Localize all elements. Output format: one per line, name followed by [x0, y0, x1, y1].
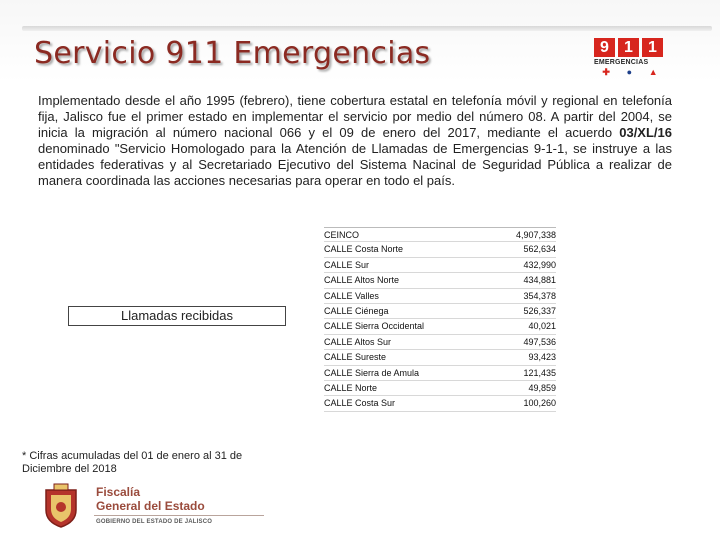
- row-value: 562,634: [523, 244, 556, 255]
- intro-text-1: Implementado desde el año 1995 (febrero), tiene cobertura estatal en telefonía móvil y regional en telefonía fija, Jalisco fue el primer estado en implementar el servicio por medio del número 08. A partir del 2004, se inicia la migración al número nacional 066 y el 09 de enero del 2017, mediante el acuerdo: [38, 93, 672, 140]
- page-title: Servicio 911 Emergencias: [34, 36, 431, 71]
- row-name: CALLE Sierra de Amula: [324, 367, 420, 378]
- row-value: 354,378: [523, 290, 556, 301]
- row-value: 49,859: [528, 382, 556, 393]
- table-row: [324, 319, 556, 334]
- row-name: CALLE Sierra Occidental: [324, 321, 425, 332]
- table-row: [324, 396, 556, 411]
- intro-text-2: denominado "Servicio Homologado para la Atención de Llamadas de Emergencias 9-1-1, se instruye a las entidades federativas y al Secretariado Ejecutivo del Sistema Nacinal de Seguridad Pública a realizar de manera coordinada las acciones necesarias para operar en todo el país.: [38, 140, 672, 188]
- row-value: 526,337: [523, 305, 556, 316]
- table-row: [324, 273, 556, 288]
- table-row: [324, 381, 556, 396]
- row-value: 4,907,338: [515, 230, 556, 240]
- table-row: [324, 335, 556, 350]
- row-value: 100,260: [523, 398, 556, 409]
- fiscalia-line-3: GOBIERNO DEL ESTADO DE JALISCO: [96, 519, 213, 525]
- fire-icon: ▲: [648, 67, 658, 77]
- fiscalia-divider: [94, 515, 264, 516]
- intro-agreement-id: 03/XL/16: [619, 124, 672, 140]
- row-name: CALLE Sur: [324, 259, 370, 270]
- row-value: 434,881: [523, 275, 556, 286]
- fiscalia-logo: [38, 480, 238, 538]
- table-row: [324, 289, 556, 304]
- table-row: [324, 242, 556, 257]
- row-value: 93,423: [528, 352, 556, 363]
- row-name: CALLE Costa Sur: [324, 398, 396, 409]
- table-row: [324, 304, 556, 319]
- row-value: 432,990: [523, 259, 556, 270]
- fiscalia-line-1: Fiscalía: [96, 485, 141, 499]
- row-name: CALLE Costa Norte: [324, 244, 404, 255]
- row-name: CALLE Altos Sur: [324, 336, 392, 347]
- logo-digit: 9: [594, 38, 615, 57]
- logo-word: EMERGENCIAS: [594, 59, 649, 66]
- top-rule: [22, 26, 712, 31]
- intro-paragraph: [38, 93, 672, 188]
- table-row: [324, 366, 556, 381]
- police-icon: ●: [626, 67, 633, 77]
- row-name: CALLE Altos Norte: [324, 275, 400, 286]
- table-row: [324, 227, 556, 242]
- logo-911: [594, 38, 666, 82]
- row-name: CALLE Sureste: [324, 352, 387, 363]
- row-name: CALLE Ciénega: [324, 305, 389, 316]
- calls-label: Llamadas recibidas: [68, 306, 286, 326]
- logo-digit: 1: [618, 38, 639, 57]
- calls-table: [324, 227, 556, 412]
- row-name: CALLE Norte: [324, 382, 378, 393]
- fiscalia-line-2: General del Estado: [96, 499, 205, 513]
- table-row: [324, 258, 556, 273]
- row-value: 40,021: [528, 321, 556, 332]
- cross-icon: ✚: [602, 67, 610, 77]
- logo-digit: 1: [642, 38, 663, 57]
- row-value: 497,536: [523, 336, 556, 347]
- table-row: [324, 350, 556, 365]
- row-name: CALLE Valles: [324, 290, 379, 301]
- footnote: * Cifras acumuladas del 01 de enero al 31 de Diciembre del 2018: [22, 450, 243, 475]
- row-value: 121,435: [523, 367, 556, 378]
- row-name: CEINCO: [324, 230, 360, 240]
- state-seal-icon: [40, 482, 82, 528]
